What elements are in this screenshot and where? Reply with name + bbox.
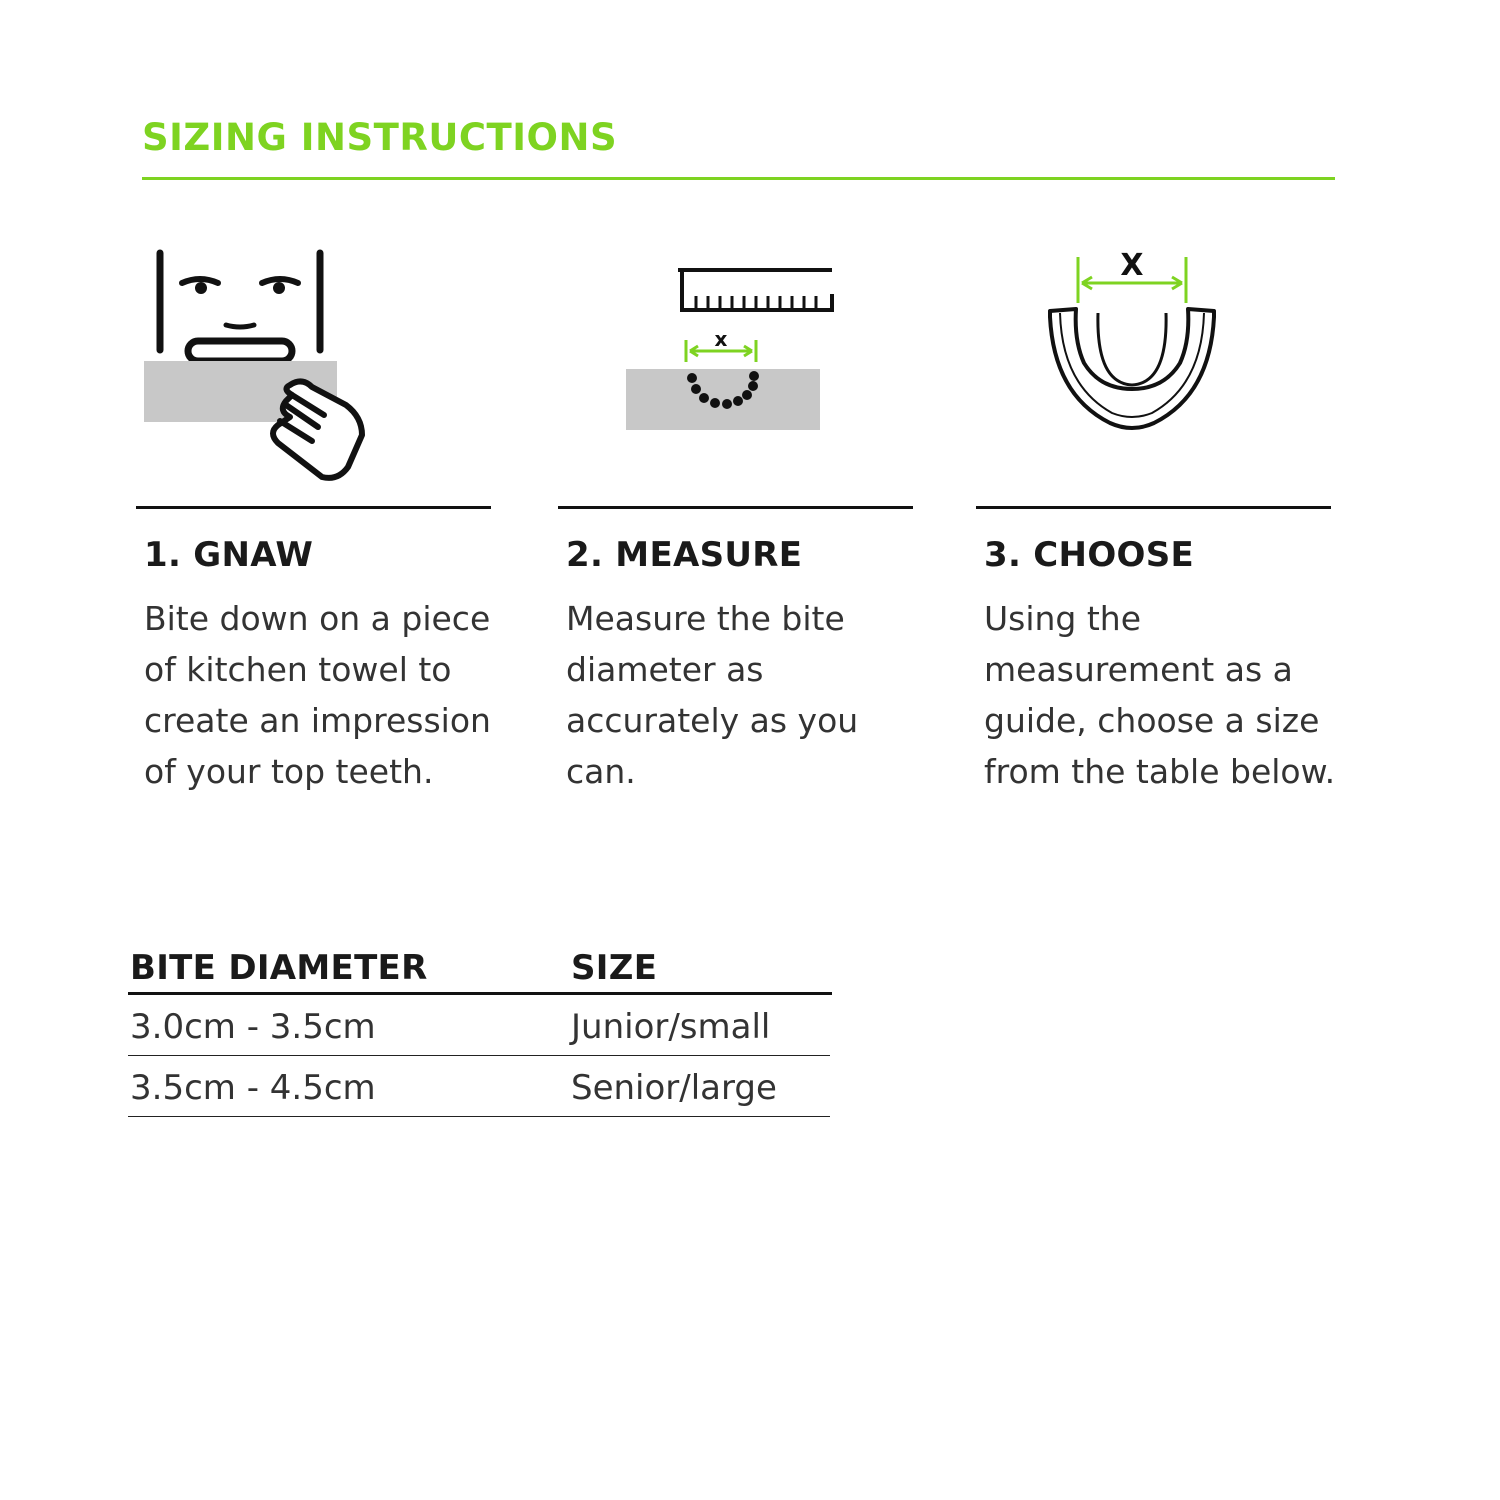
step-description: Measure the bite diameter as accurately as you can. — [566, 599, 859, 791]
table-cell-size: Junior/small — [571, 1007, 771, 1047]
table-cell-diameter: 3.0cm - 3.5cm — [130, 1007, 376, 1047]
step-heading: 2. MEASURE — [566, 535, 803, 575]
measure-x-label: x — [714, 327, 728, 351]
ruler-measure-icon — [620, 262, 835, 434]
title-divider — [142, 177, 1335, 180]
column-header-size: SIZE — [571, 948, 658, 988]
step-heading: 1. GNAW — [144, 535, 314, 575]
step-heading: 3. CHOOSE — [984, 535, 1195, 575]
mouthguard-icon — [1040, 245, 1230, 435]
table-cell-diameter: 3.5cm - 4.5cm — [130, 1068, 376, 1108]
step-description: Using the measurement as a guide, choose a size from the table below. — [984, 599, 1336, 791]
step-divider — [136, 506, 491, 509]
column-header-bite-diameter: BITE DIAMETER — [130, 948, 428, 988]
step-divider — [976, 506, 1331, 509]
step-divider — [558, 506, 913, 509]
face-biting-towel-icon — [140, 245, 380, 490]
step-gnaw — [136, 506, 491, 797]
step-description: Bite down on a piece of kitchen towel to create an impression of your top teeth. — [144, 599, 491, 791]
choose-x-label: X — [1120, 248, 1144, 283]
size-table-header — [128, 948, 832, 995]
table-row — [128, 995, 830, 1056]
page-title: SIZING INSTRUCTIONS — [142, 116, 618, 159]
table-row — [128, 1056, 830, 1117]
step-measure — [558, 506, 913, 797]
step-choose — [976, 506, 1336, 797]
size-table — [128, 948, 832, 1117]
table-cell-size: Senior/large — [571, 1068, 777, 1108]
